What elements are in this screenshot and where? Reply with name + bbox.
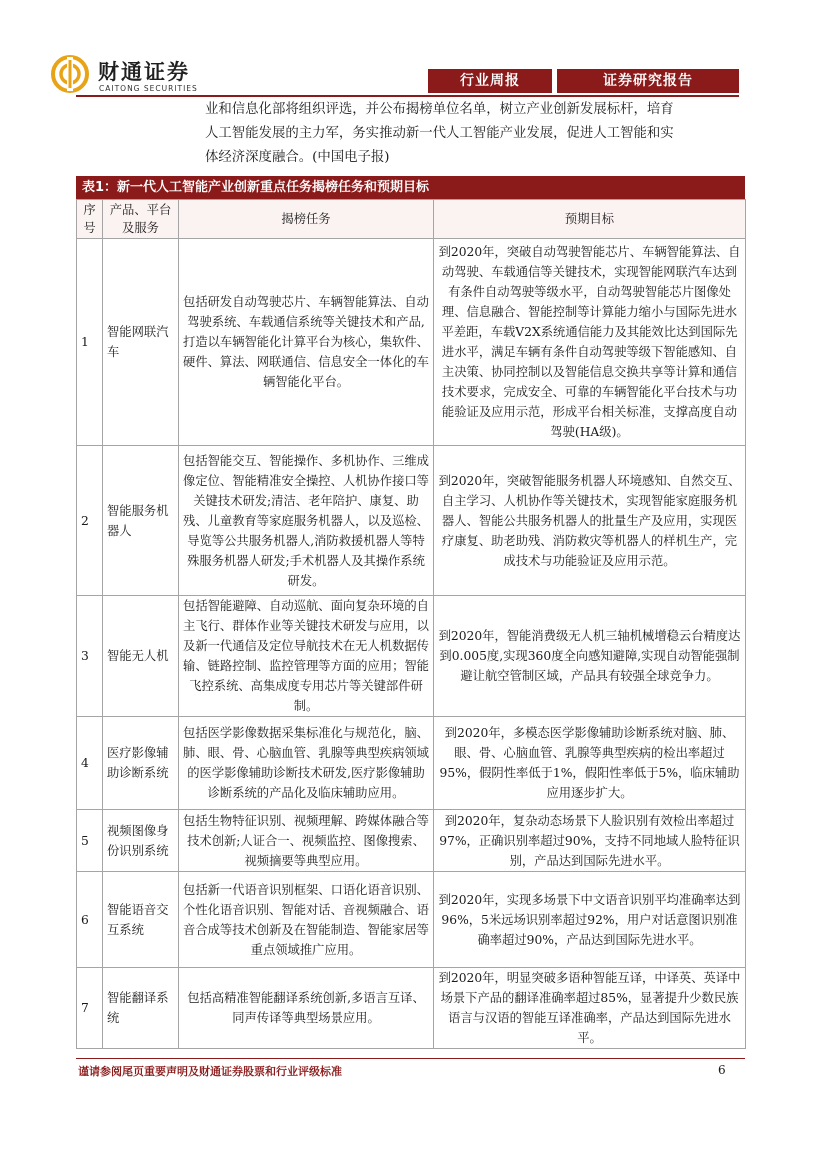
row-product: 智能语音交互系统 — [103, 872, 179, 968]
caitong-logo-icon — [50, 52, 94, 96]
table-row — [77, 968, 746, 1049]
header-task: 揭榜任务 — [179, 200, 434, 239]
table-title: 表1：新一代人工智能产业创新重点任务揭榜任务和预期目标 — [76, 176, 745, 199]
row-task: 包括高精准智能翻译系统创新,多语言互译、同声传译等典型场景应用。 — [179, 968, 434, 1049]
row-goal: 到2020年，多模态医学影像辅助诊断系统对脑、肺、眼、骨、心脑血管、乳腺等典型疾病的检出率超过95%，假阴性率低于1%，假阳性率低于5%，临床辅助应用逐步扩大。 — [434, 717, 746, 810]
header-no: 序号 — [77, 200, 103, 239]
row-goal: 到2020年，复杂动态场景下人脸识别有效检出率超过97%，正确识别率超过90%，支持不同地域人脸特征识别，产品达到国际先进水平。 — [434, 810, 746, 872]
page-number: 6 — [718, 1063, 726, 1077]
footer-disclaimer: 谨请参阅尾页重要声明及财通证券股票和行业评级标准 — [78, 1065, 342, 1078]
row-no: 3 — [77, 596, 103, 717]
table-row — [77, 810, 746, 872]
brand-logo — [50, 52, 220, 96]
row-no: 1 — [77, 239, 103, 446]
header-product: 产品、平台及服务 — [103, 200, 179, 239]
brand-name-en: CAITONG SECURITIES — [99, 84, 198, 93]
intro-paragraph — [205, 98, 745, 170]
table-row — [77, 239, 746, 446]
table-row — [77, 596, 746, 717]
row-no: 2 — [77, 446, 103, 596]
row-task: 包括研发自动驾驶芯片、车辆智能算法、自动驾驶系统、车载通信系统等关键技术和产品,打造以车辆智能化计算平台为核心，集软件、硬件、算法、网联通信、信息安全一体化的车辆智能化平台。 — [179, 239, 434, 446]
row-goal: 到2020年，实现多场景下中文语音识别平均准确率达到96%，5米远场识别率超过92%，用户对话意图识别准确率超过90%，产品达到国际先进水平。 — [434, 872, 746, 968]
row-product: 视频图像身份识别系统 — [103, 810, 179, 872]
row-goal: 到2020年，明显突破多语种智能互译，中译英、英译中场景下产品的翻译准确率超过85%，显著提升少数民族语言与汉语的智能互译准确率，产品达到国际先进水平。 — [434, 968, 746, 1049]
table-row — [77, 446, 746, 596]
row-task: 包括生物特征识别、视频理解、跨媒体融合等技术创新;人证合一、视频监控、图像搜索、视频摘要等典型应用。 — [179, 810, 434, 872]
table-row — [77, 872, 746, 968]
row-goal: 到2020年，智能消费级无人机三轴机械增稳云台精度达到0.005度,实现360度全向感知避障,实现自动智能强制避让航空管制区域，产品具有较强全球竞争力。 — [434, 596, 746, 717]
intro-line: 体经济深度融合。(中国电子报) — [205, 150, 390, 165]
row-goal: 到2020年，突破自动驾驶智能芯片、车辆智能算法、自动驾驶、车载通信等关键技术，实现智能网联汽车达到有条件自动驾驶等级水平，自动驾驶智能芯片图像处理、信息融合、智能控制等计算能力缩小与国际先进水平差距，车载V2X系统通信能力及其能效比达到国际先进水平，满足车辆有条件自动驾驶等级下智能感知、自主决策、协同控制以及智能信息交换共享等计算和通信技术要求，完成安全、可靠的车辆智能化平台技术与功能验证及应用示范，形成平台相关标准，支撑高度自动驾驶(HA级)。 — [434, 239, 746, 446]
row-product: 智能无人机 — [103, 596, 179, 717]
header-goal: 预期目标 — [434, 200, 746, 239]
row-task: 包括智能交互、智能操作、多机协作、三维成像定位、智能精准安全操控、人机协作接口等关键技术研发;清洁、老年陪护、康复、助残、儿童教育等家庭服务机器人，以及巡检、导览等公共服务机器人,消防救援机器人等特殊服务机器人研发;手术机器人及其操作系统研发。 — [179, 446, 434, 596]
header-divider — [76, 95, 739, 97]
table-header-row — [77, 200, 746, 239]
row-no: 7 — [77, 968, 103, 1049]
header-tag-report: 证券研究报告 — [557, 69, 739, 93]
row-task: 包括新一代语音识别框架、口语化语音识别、个性化语音识别、智能对话、音视频融合、语音合成等技术创新及在智能制造、智能家居等重点领域推广应用。 — [179, 872, 434, 968]
row-product: 智能服务机器人 — [103, 446, 179, 596]
row-task: 包括智能避障、自动巡航、面向复杂环境的自主飞行、群体作业等关键技术研发与应用，以及新一代通信及定位导航技术在无人机数据传输、链路控制、监控管理等方面的应用；智能飞控系统、高集成度专用芯片等关键部件研制。 — [179, 596, 434, 717]
row-product: 医疗影像辅助诊断系统 — [103, 717, 179, 810]
header-tag-weekly: 行业周报 — [428, 69, 552, 93]
row-task: 包括医学影像数据采集标准化与规范化，脑、肺、眼、骨、心脑血管、乳腺等典型疾病领域的医学影像辅助诊断技术研发,医疗影像辅助诊断系统的产品化及临床辅助应用。 — [179, 717, 434, 810]
intro-line: 人工智能发展的主力军，务实推动新一代人工智能产业发展，促进人工智能和实 — [205, 126, 674, 141]
row-no: 6 — [77, 872, 103, 968]
row-no: 4 — [77, 717, 103, 810]
task-table — [76, 199, 746, 1049]
brand-name-cn: 财通证券 — [98, 60, 190, 84]
row-goal: 到2020年，突破智能服务机器人环境感知、自然交互、自主学习、人机协作等关键技术，实现智能家庭服务机器人、智能公共服务机器人的批量生产及应用，实现医疗康复、助老助残、消防救灾等机器人的样机生产，完成技术与功能验证及应用示范。 — [434, 446, 746, 596]
row-product: 智能翻译系统 — [103, 968, 179, 1049]
footer-divider — [76, 1058, 745, 1059]
row-product: 智能网联汽车 — [103, 239, 179, 446]
row-no: 5 — [77, 810, 103, 872]
intro-line: 业和信息化部将组织评选，并公布揭榜单位名单，树立产业创新发展标杆，培育 — [205, 102, 674, 117]
table-row — [77, 717, 746, 810]
